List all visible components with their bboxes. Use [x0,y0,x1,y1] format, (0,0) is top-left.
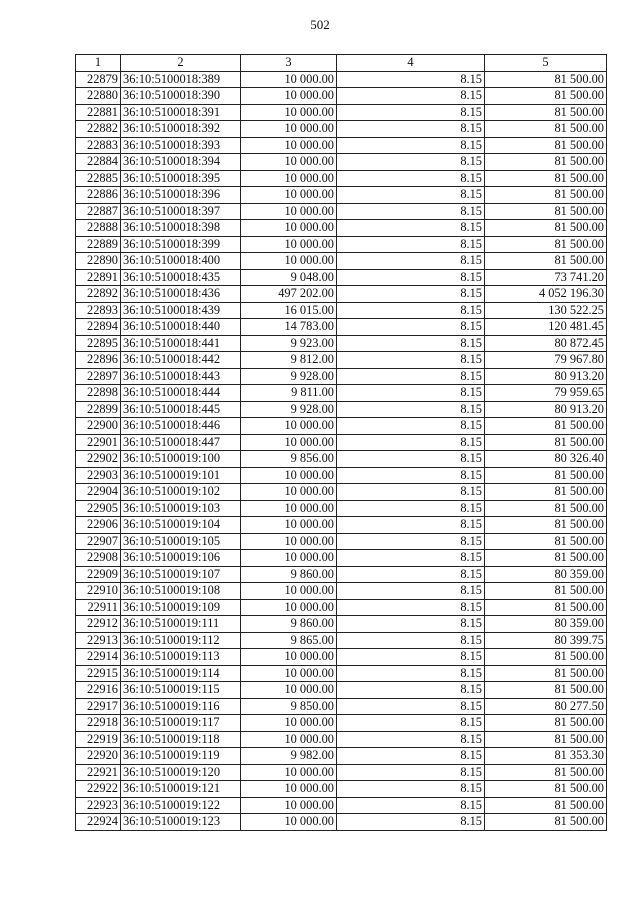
rate-cell: 8.15 [337,698,485,715]
area-cell: 10 000.00 [241,121,337,138]
table-row [76,649,607,666]
cadastral-number-cell: 36:10:5100019:104 [121,517,241,534]
row-index-cell: 22890 [76,253,121,270]
rate-cell: 8.15 [337,104,485,121]
area-cell: 10 000.00 [241,253,337,270]
row-index-cell: 22892 [76,286,121,303]
area-cell: 10 000.00 [241,220,337,237]
table-row [76,583,607,600]
table-row [76,434,607,451]
row-index-cell: 22896 [76,352,121,369]
amount-cell: 81 500.00 [485,533,607,550]
area-cell: 9 856.00 [241,451,337,468]
table-row [76,352,607,369]
rate-cell: 8.15 [337,665,485,682]
row-index-cell: 22893 [76,302,121,319]
area-cell: 9 928.00 [241,368,337,385]
row-index-cell: 22921 [76,764,121,781]
row-index-cell: 22924 [76,814,121,831]
cadastral-number-cell: 36:10:5100019:105 [121,533,241,550]
area-cell: 9 850.00 [241,698,337,715]
area-cell: 9 865.00 [241,632,337,649]
row-index-cell: 22905 [76,500,121,517]
table-row [76,335,607,352]
table-row [76,731,607,748]
row-index-cell: 22923 [76,797,121,814]
row-index-cell: 22913 [76,632,121,649]
row-index-cell: 22915 [76,665,121,682]
area-cell: 10 000.00 [241,500,337,517]
rate-cell: 8.15 [337,187,485,204]
amount-cell: 81 500.00 [485,71,607,88]
rate-cell: 8.15 [337,71,485,88]
area-cell: 10 000.00 [241,170,337,187]
rate-cell: 8.15 [337,715,485,732]
amount-cell: 81 500.00 [485,599,607,616]
amount-cell: 81 353.30 [485,748,607,765]
row-index-cell: 22917 [76,698,121,715]
table-row [76,599,607,616]
amount-cell: 79 959.65 [485,385,607,402]
rate-cell: 8.15 [337,550,485,567]
cadastral-number-cell: 36:10:5100018:445 [121,401,241,418]
rate-cell: 8.15 [337,632,485,649]
area-cell: 10 000.00 [241,533,337,550]
table-body [76,71,607,830]
table-row [76,253,607,270]
area-cell: 10 000.00 [241,715,337,732]
page-number: 502 [310,17,330,32]
area-cell: 10 000.00 [241,781,337,798]
cadastral-number-cell: 36:10:5100018:396 [121,187,241,204]
area-cell: 10 000.00 [241,550,337,567]
rate-cell: 8.15 [337,220,485,237]
table-row [76,137,607,154]
amount-cell: 81 500.00 [485,434,607,451]
area-cell: 9 048.00 [241,269,337,286]
row-index-cell: 22902 [76,451,121,468]
amount-cell: 81 500.00 [485,500,607,517]
rate-cell: 8.15 [337,401,485,418]
rate-cell: 8.15 [337,467,485,484]
rate-cell: 8.15 [337,500,485,517]
area-cell: 10 000.00 [241,599,337,616]
rate-cell: 8.15 [337,649,485,666]
area-cell: 9 860.00 [241,566,337,583]
cadastral-number-cell: 36:10:5100019:108 [121,583,241,600]
amount-cell: 130 522.25 [485,302,607,319]
area-cell: 10 000.00 [241,682,337,699]
row-index-cell: 22900 [76,418,121,435]
cadastral-number-cell: 36:10:5100019:113 [121,649,241,666]
rate-cell: 8.15 [337,418,485,435]
cadastral-number-cell: 36:10:5100018:391 [121,104,241,121]
amount-cell: 81 500.00 [485,121,607,138]
cadastral-number-cell: 36:10:5100019:114 [121,665,241,682]
rate-cell: 8.15 [337,170,485,187]
amount-cell: 81 500.00 [485,187,607,204]
amount-cell: 81 500.00 [485,797,607,814]
amount-cell: 81 500.00 [485,583,607,600]
table-row [76,154,607,171]
amount-cell: 81 500.00 [485,517,607,534]
row-index-cell: 22886 [76,187,121,204]
table-row [76,484,607,501]
cadastral-number-cell: 36:10:5100019:121 [121,781,241,798]
cadastral-number-cell: 36:10:5100018:444 [121,385,241,402]
rate-cell: 8.15 [337,88,485,105]
area-cell: 10 000.00 [241,797,337,814]
amount-cell: 81 500.00 [485,104,607,121]
area-cell: 10 000.00 [241,236,337,253]
amount-cell: 73 741.20 [485,269,607,286]
area-cell: 10 000.00 [241,731,337,748]
table-row [76,121,607,138]
amount-cell: 80 326.40 [485,451,607,468]
row-index-cell: 22906 [76,517,121,534]
table-row [76,467,607,484]
rate-cell: 8.15 [337,599,485,616]
row-index-cell: 22895 [76,335,121,352]
cadastral-number-cell: 36:10:5100019:117 [121,715,241,732]
rate-cell: 8.15 [337,748,485,765]
row-index-cell: 22920 [76,748,121,765]
table-row [76,203,607,220]
rate-cell: 8.15 [337,121,485,138]
row-index-cell: 22894 [76,319,121,336]
cadastral-number-cell: 36:10:5100019:109 [121,599,241,616]
row-index-cell: 22904 [76,484,121,501]
rate-cell: 8.15 [337,566,485,583]
amount-cell: 81 500.00 [485,236,607,253]
table-row [76,302,607,319]
cadastral-number-cell: 36:10:5100019:107 [121,566,241,583]
rate-cell: 8.15 [337,319,485,336]
area-cell: 9 982.00 [241,748,337,765]
rate-cell: 8.15 [337,781,485,798]
amount-cell: 120 481.45 [485,319,607,336]
table-row [76,814,607,831]
cadastral-table [75,54,607,831]
area-cell: 9 923.00 [241,335,337,352]
cadastral-number-cell: 36:10:5100019:106 [121,550,241,567]
cadastral-number-cell: 36:10:5100019:123 [121,814,241,831]
rate-cell: 8.15 [337,335,485,352]
row-index-cell: 22879 [76,71,121,88]
area-cell: 10 000.00 [241,583,337,600]
area-cell: 10 000.00 [241,187,337,204]
row-index-cell: 22911 [76,599,121,616]
rate-cell: 8.15 [337,286,485,303]
amount-cell: 81 500.00 [485,550,607,567]
amount-cell: 4 052 196.30 [485,286,607,303]
row-index-cell: 22883 [76,137,121,154]
rate-cell: 8.15 [337,484,485,501]
cadastral-number-cell: 36:10:5100019:100 [121,451,241,468]
rate-cell: 8.15 [337,236,485,253]
area-cell: 10 000.00 [241,649,337,666]
area-cell: 9 928.00 [241,401,337,418]
area-cell: 10 000.00 [241,764,337,781]
column-header-3: 3 [241,55,337,72]
area-cell: 10 000.00 [241,418,337,435]
table-row [76,401,607,418]
cadastral-number-cell: 36:10:5100019:118 [121,731,241,748]
amount-cell: 81 500.00 [485,253,607,270]
table-row [76,665,607,682]
table-row [76,286,607,303]
table-row [76,71,607,88]
row-index-cell: 22884 [76,154,121,171]
row-index-cell: 22909 [76,566,121,583]
cadastral-number-cell: 36:10:5100018:443 [121,368,241,385]
row-index-cell: 22922 [76,781,121,798]
amount-cell: 81 500.00 [485,814,607,831]
rate-cell: 8.15 [337,682,485,699]
cadastral-number-cell: 36:10:5100019:116 [121,698,241,715]
cadastral-number-cell: 36:10:5100018:447 [121,434,241,451]
amount-cell: 81 500.00 [485,203,607,220]
rate-cell: 8.15 [337,154,485,171]
table-row [76,236,607,253]
column-header-2: 2 [121,55,241,72]
amount-cell: 81 500.00 [485,154,607,171]
rate-cell: 8.15 [337,137,485,154]
cadastral-number-cell: 36:10:5100019:120 [121,764,241,781]
area-cell: 10 000.00 [241,467,337,484]
cadastral-number-cell: 36:10:5100018:397 [121,203,241,220]
amount-cell: 81 500.00 [485,715,607,732]
table-row [76,797,607,814]
cadastral-number-cell: 36:10:5100018:440 [121,319,241,336]
table-row [76,88,607,105]
cadastral-number-cell: 36:10:5100018:435 [121,269,241,286]
cadastral-number-cell: 36:10:5100018:392 [121,121,241,138]
cadastral-number-cell: 36:10:5100018:390 [121,88,241,105]
table-row [76,715,607,732]
table-row [76,533,607,550]
table-header-row [76,55,607,72]
area-cell: 16 015.00 [241,302,337,319]
row-index-cell: 22914 [76,649,121,666]
rate-cell: 8.15 [337,203,485,220]
amount-cell: 81 500.00 [485,665,607,682]
amount-cell: 81 500.00 [485,418,607,435]
cadastral-number-cell: 36:10:5100018:393 [121,137,241,154]
amount-cell: 81 500.00 [485,682,607,699]
cadastral-number-cell: 36:10:5100018:389 [121,71,241,88]
table-row [76,319,607,336]
amount-cell: 80 399.75 [485,632,607,649]
area-cell: 10 000.00 [241,154,337,171]
row-index-cell: 22916 [76,682,121,699]
amount-cell: 80 913.20 [485,368,607,385]
table-row [76,500,607,517]
rate-cell: 8.15 [337,533,485,550]
table-row [76,550,607,567]
cadastral-number-cell: 36:10:5100019:112 [121,632,241,649]
table-row [76,698,607,715]
table-row [76,368,607,385]
area-cell: 9 811.00 [241,385,337,402]
rate-cell: 8.15 [337,385,485,402]
cadastral-number-cell: 36:10:5100018:394 [121,154,241,171]
table-row [76,764,607,781]
amount-cell: 81 500.00 [485,764,607,781]
rate-cell: 8.15 [337,352,485,369]
row-index-cell: 22907 [76,533,121,550]
row-index-cell: 22910 [76,583,121,600]
amount-cell: 81 500.00 [485,731,607,748]
row-index-cell: 22889 [76,236,121,253]
column-header-4: 4 [337,55,485,72]
column-header-5: 5 [485,55,607,72]
cadastral-number-cell: 36:10:5100018:439 [121,302,241,319]
amount-cell: 81 500.00 [485,649,607,666]
amount-cell: 81 500.00 [485,484,607,501]
row-index-cell: 22919 [76,731,121,748]
cadastral-number-cell: 36:10:5100019:115 [121,682,241,699]
area-cell: 10 000.00 [241,665,337,682]
rate-cell: 8.15 [337,764,485,781]
amount-cell: 80 913.20 [485,401,607,418]
area-cell: 14 783.00 [241,319,337,336]
amount-cell: 79 967.80 [485,352,607,369]
cadastral-number-cell: 36:10:5100018:446 [121,418,241,435]
amount-cell: 81 500.00 [485,781,607,798]
row-index-cell: 22908 [76,550,121,567]
row-index-cell: 22918 [76,715,121,732]
cadastral-number-cell: 36:10:5100019:101 [121,467,241,484]
row-index-cell: 22880 [76,88,121,105]
table-row [76,517,607,534]
amount-cell: 80 359.00 [485,566,607,583]
table-row [76,418,607,435]
area-cell: 10 000.00 [241,434,337,451]
amount-cell: 80 872.45 [485,335,607,352]
row-index-cell: 22897 [76,368,121,385]
row-index-cell: 22888 [76,220,121,237]
cadastral-number-cell: 36:10:5100019:103 [121,500,241,517]
row-index-cell: 22885 [76,170,121,187]
row-index-cell: 22903 [76,467,121,484]
cadastral-number-cell: 36:10:5100019:111 [121,616,241,633]
amount-cell: 80 359.00 [485,616,607,633]
table-row [76,748,607,765]
cadastral-number-cell: 36:10:5100019:102 [121,484,241,501]
row-index-cell: 22898 [76,385,121,402]
rate-cell: 8.15 [337,451,485,468]
cadastral-number-cell: 36:10:5100018:400 [121,253,241,270]
area-cell: 10 000.00 [241,814,337,831]
cadastral-number-cell: 36:10:5100018:441 [121,335,241,352]
rate-cell: 8.15 [337,253,485,270]
cadastral-number-cell: 36:10:5100018:395 [121,170,241,187]
rate-cell: 8.15 [337,797,485,814]
cadastral-number-cell: 36:10:5100018:399 [121,236,241,253]
table-row [76,187,607,204]
cadastral-number-cell: 36:10:5100019:122 [121,797,241,814]
row-index-cell: 22891 [76,269,121,286]
area-cell: 497 202.00 [241,286,337,303]
area-cell: 10 000.00 [241,517,337,534]
amount-cell: 81 500.00 [485,137,607,154]
rate-cell: 8.15 [337,434,485,451]
area-cell: 10 000.00 [241,203,337,220]
row-index-cell: 22912 [76,616,121,633]
row-index-cell: 22882 [76,121,121,138]
amount-cell: 81 500.00 [485,467,607,484]
area-cell: 10 000.00 [241,137,337,154]
cadastral-number-cell: 36:10:5100019:119 [121,748,241,765]
rate-cell: 8.15 [337,616,485,633]
rate-cell: 8.15 [337,269,485,286]
row-index-cell: 22881 [76,104,121,121]
column-header-1: 1 [76,55,121,72]
row-index-cell: 22899 [76,401,121,418]
table-row [76,104,607,121]
rate-cell: 8.15 [337,302,485,319]
cadastral-number-cell: 36:10:5100018:442 [121,352,241,369]
rate-cell: 8.15 [337,731,485,748]
table-row [76,220,607,237]
amount-cell: 80 277.50 [485,698,607,715]
table-row [76,566,607,583]
table-row [76,451,607,468]
table-row [76,781,607,798]
rate-cell: 8.15 [337,368,485,385]
row-index-cell: 22887 [76,203,121,220]
table-row [76,616,607,633]
area-cell: 10 000.00 [241,104,337,121]
rate-cell: 8.15 [337,814,485,831]
row-index-cell: 22901 [76,434,121,451]
cadastral-number-cell: 36:10:5100018:436 [121,286,241,303]
table-row [76,269,607,286]
table-row [76,682,607,699]
area-cell: 9 860.00 [241,616,337,633]
amount-cell: 81 500.00 [485,88,607,105]
rate-cell: 8.15 [337,517,485,534]
amount-cell: 81 500.00 [485,170,607,187]
amount-cell: 81 500.00 [485,220,607,237]
table-row [76,385,607,402]
table-row [76,170,607,187]
area-cell: 10 000.00 [241,71,337,88]
table-row [76,632,607,649]
cadastral-number-cell: 36:10:5100018:398 [121,220,241,237]
area-cell: 10 000.00 [241,484,337,501]
area-cell: 10 000.00 [241,88,337,105]
rate-cell: 8.15 [337,583,485,600]
area-cell: 9 812.00 [241,352,337,369]
